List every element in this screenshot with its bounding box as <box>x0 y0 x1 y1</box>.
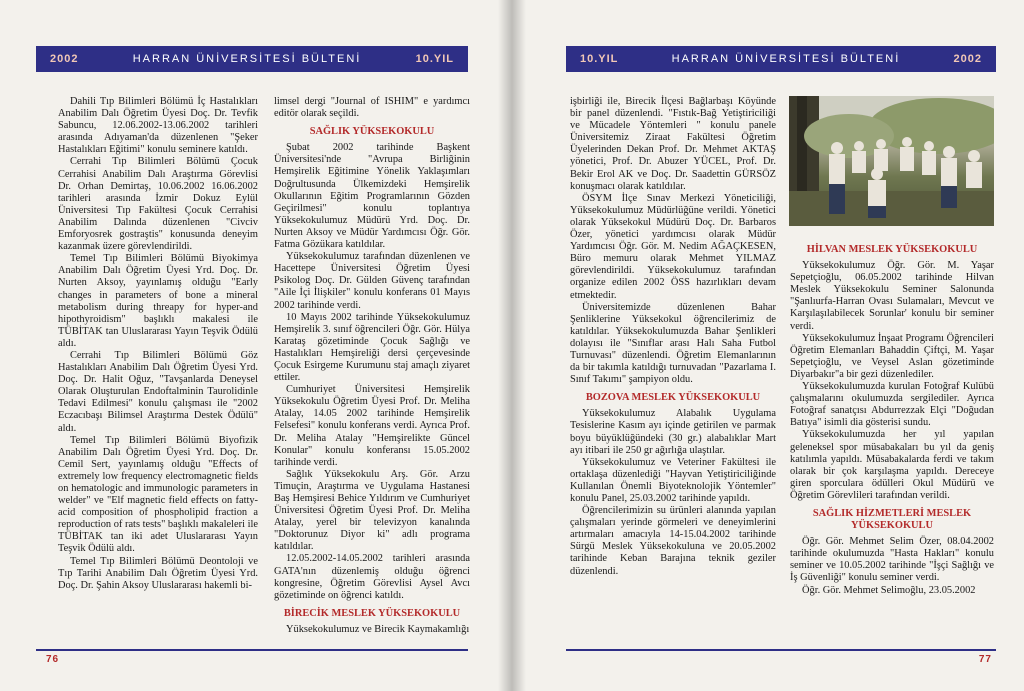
paragraph: Yüksekokulumuz ve Veteriner Fakültesi ile ortaklaşa düzenlediği "Hayvan Yetiştiriciliğinde Kullanılan Önemli Biyoteknolojik Yöntemler" konulu Panel, 25.03.2002 tarihinde yapıldı. <box>570 456 776 504</box>
paragraph: Temel Tıp Bilimleri Bölümü Deontoloji ve Tıp Tarihi Anabilim Dalı Öğretim Üyesi Yrd. Doç. Dr. Şahin Aksoy Uluslararası hakemli bi- <box>58 555 258 591</box>
left-page-header <box>36 46 468 72</box>
paragraph: Yüksekokulumuzda her yıl yapılan geleneksel spor müsabakaları bu yıl da geniş katılımla yapıldı. Müsabakalarda ferdi ve takım olarak bir çok karşılaşma yapıldı. Dereceye giren sporculara ödülleri Okul Müdürü ve Öğretim Görevlileri tarafından verildi. <box>790 429 994 501</box>
left-column-2 <box>274 96 470 636</box>
paragraph: Yüksekokulumuzda kurulan Fotoğraf Kulübü çalışmalarını okulumuzda sergilediler. Ayrıca Fotoğraf sanatçısı Abdurrezzak Elçi "Doğudan Batıya" isimli dia gösterisi sundu. <box>790 381 994 429</box>
paragraph: Sağlık Yüksekokulu Arş. Gör. Arzu Timuçin, Araştırma ve Uygulama Hastanesi Baş Hemşiresi Behice Yıldırım ve Cumhuriyet Üniversitesi Öğretim Üyesi Prof. Dr. Meliha Atalay, yerel bir televizyon kanalında "Doktorunuz Diyor ki" adlı programa katıldılar. <box>274 468 470 553</box>
paragraph: Cerrahi Tıp Bilimleri Bölümü Göz Hastalıkları Anabilim Dalı Öğretim Üyesi Yrd. Doç. Dr. Halit Oğuz, "Tavşanlarda Deneysel Olarak Oluşturulan Endoftalminin Taurolidinle Tedavi Edilmesi" konulu çalışması ile "2002 Eczacıbaşı Bilimsel Araştırma Destek Ödülü" aldı. <box>58 349 258 434</box>
page-number: 76 <box>46 654 60 665</box>
paragraph: Öğr. Gör. Mehmet Selimoğlu, 23.05.2002 <box>802 584 976 596</box>
paragraph: ÖSYM İlçe Sınav Merkezi Yöneticiliği, Yüksekokulumuz Müdürlüğüne verildi. Yönetici olarak Yüksekokul Müdürü Doç. Dr. Barbaros Özer, yönetici yardımcısı olarak Müdür Yardımcısı Öğr. Gör. M. Nedim AĞAÇKESEN, Büro memuru olarak Mehmet YILMAZ görevlendirildi. Yüksekokulumuz tarafından organize edilen 2002 ÖSS hazırlıkları devam etmektedir. <box>570 192 776 301</box>
section-heading-hilvan: HİLVAN MESLEK YÜKSEKOKULU <box>806 244 978 255</box>
header-year: 2002 <box>50 53 79 65</box>
paragraph: Temel Tıp Bilimleri Bölümü Biyofizik Anabilim Dalı Öğretim Üyesi Yrd. Doç. Dr. Cemil Sert, yayınlamış olduğu "Effects of extremely low frequency electromagnetic fields on hematologic and immunologic parameters in welder" ve "Elf magnetic field effects on fatty-acid composition of phospholipid fraction a reproduction of rats tests" başlıklı makaleleri ile TÜBİTAK tan iki adet Uluslararası Yayın Teşvik Ödülü aldı. <box>58 434 258 555</box>
spine-shadow-left <box>498 0 512 691</box>
paragraph: Cerrahi Tıp Bilimleri Bölümü Çocuk Cerrahisi Anabilim Dalı Araştırma Görevlisi Dr. Orhan Demirtaş, 10.06.2002 16.06.2002 tarihleri arasında İzmir Dokuz Eylül Üniversitesi Tıp Fakültesi Çocuk Cerrahisi Anabilim Dalında düzenlenen "Civciv Emforyosrek gostraştis" konusunda deneyim kazanmak üzere görevlendirildi. <box>58 156 258 253</box>
paragraph: Yüksekokulumuz tarafından düzenlenen ve Hacettepe Üniversitesi Öğretim Üyesi Psikolog Doç. Dr. Gülden Güvenç tarafından "Aile İçi İlişkiler" konulu konferans 01 Mayıs 2002 tarihinde verdi. <box>274 251 470 311</box>
paragraph: Cumhuriyet Üniversitesi Hemşirelik Yüksekokulu Öğretim Üyesi Prof. Dr. Meliha Atalay, 14.05 2002 tarihinde Hemşirelik Felsefesi" konulu konferans verdi. Ayrıca Prof. Dr. Meliha Atalay "Hemşirelikte Güncel Konular" konulu konferansı 15.05.2002 tarihinde verdi. <box>274 384 470 468</box>
paragraph: 10 Mayıs 2002 tarihinde Yüksekokulumuz Hemşirelik 3. sınıf öğrencileri Öğr. Gör. Hülya Karataş gözetiminde Çocuk Sağlığı ve Hastalıkları Hemşireliği dersi çerçevesinde Çocuk Esirgeme Kurumunu staj amaçlı ziyaret ettiler. <box>274 311 470 384</box>
paragraph: Şubat 2002 tarihinde Başkent Üniversitesi'nde "Avrupa Birliğinin Hemşirelik Eğitimine Yönelik Yaklaşımları Doğrultusunda Ülkemizdeki Hemşirelik Okullarının Eğitim Programlarının Gözden Geçirilmesi" konulu toplantıya Yüksekokulumuz Müdürü Yrd. Doç. Dr. Nurten Aksoy ve Müdür Yardımcısı Öğr. Gör. Fatma Gözükara katıldılar. <box>274 142 470 251</box>
paragraph: Yüksekokulumuz ve Birecik Kaymakamlığı <box>286 623 470 635</box>
header-title: HARRAN ÜNİVERSİTESİ BÜLTENİ <box>671 53 901 65</box>
spine-shadow-right <box>512 0 526 691</box>
paragraph: Temel Tıp Bilimleri Bölümü Biyokimya Anabilim Dalı Öğretim Üyesi Yrd. Doç. Dr. Nurten Aksoy, yayınlamış olduğu "Early changes in parameters of bone a mineral metabolism during threapy for hyper-and hipothyroidism" başlıklı makalesi ile TÜBİTAK tan Uluslararası Yayın Teşvik Ödülü aldı. <box>58 253 258 349</box>
header-year: 2002 <box>953 53 982 65</box>
right-page-header <box>566 46 996 72</box>
section-heading-saglik: SAĞLIK YÜKSEKOKULU <box>309 126 435 138</box>
right-column-1 <box>570 96 776 578</box>
section-heading-birecik: BİRECİK MESLEK YÜKSEKOKULU <box>283 607 461 619</box>
group-photo <box>789 96 994 226</box>
header-anniversary: 10.YIL <box>415 53 454 65</box>
left-column-1 <box>58 96 258 592</box>
paragraph: Yüksekokulumuz İnşaat Programı Öğrencileri Öğretim Elemanları Bahaddin Çiftçi, M. Yaşar Sepetçioğlu, ve Veysel Aslan gözetiminde Diyarbakır"a bir gezi düzenlediler. <box>790 332 994 380</box>
section-heading-bozova: BOZOVA MESLEK YÜKSEKOKULU <box>585 392 761 404</box>
paragraph: Öğr. Gör. Mehmet Selim Özer, 08.04.2002 tarihinde okulumuzda "Hasta Hakları" konulu seminer ve 10.05.2002 tarihinde "İşçi Sağlığı ve İş Güvenliği" konulu seminer verdi. <box>790 536 994 584</box>
paragraph: işbirliği ile, Birecik İlçesi Bağlarbaşı Köyünde bir panel düzenlendi. "Fıstık-Bağ Yetiştiriciliği ve Mücadele Yöntemleri " konulu panele Üniversitemiz Ziraat Fakültesi Öğretim Üyelerinden Dekan Prof. Dr. Mehmet AKTAŞ yönetici, Prof. Dr. Abuzer YÜCEL, Prof. Dr. Bekir Erol AK ve Doç. Dr. Saadettin GÜRSÖZ konuşmacı olarak katıldılar. <box>570 96 776 192</box>
paragraph: 12.05.2002-14.05.2002 tarihleri arasında GATA'nın düzenlemiş olduğu öğrenci kongresine, Öğretim Görevlisi Aysel Avcı gözetiminde on öğrenci katıldı. <box>274 553 470 601</box>
paragraph: limsel dergi "Journal of ISHIM" e yardımcı editör olarak seçildi. <box>274 96 470 120</box>
right-column-2 <box>790 238 994 597</box>
page-number: 77 <box>978 654 992 665</box>
paragraph: Yüksekokulumuz Alabalık Uygulama Tesislerine Kasım ayı içinde getirilen ve parmak boyu büyüklüğündeki (30 gr.) alabalıklar Mart ayı itibari ile 250 gr ağırlığa ulaştılar. <box>570 408 776 456</box>
paragraph: Üniversitemizde düzenlenen Bahar Şenliklerine Yüksekokul öğrencilerimiz de katıldılar. Yüksekokulumuzda Bahar Şenlikleri dolayısı ile "Sınıflar arası Halı Saha Futbol Turnuvası" düzenlendi. Öğretim Elemanlarının da bir takımla katıldığı turnuvadan "Pazarlama I. Sınıf Takımı" şampiyon oldu. <box>570 301 776 386</box>
paragraph: Dahili Tıp Bilimleri Bölümü İç Hastalıkları Anabilim Dalı Öğretim Üyesi Doç. Dr. Tevfik Sabuncu, 12.06.2002-13.06.2002 tarihleri arasında Adıyaman'da düzenlenen "Şeker Hastalıkları Eğitimi" konulu seminere katıldı. <box>58 96 258 156</box>
paragraph: Öğrencilerimizin su ürünleri alanında yapılan çalışmaları yerinde görmeleri ve deneyimlerini artırmaları amacıyla 14-15.04.2002 tarihinde Sürgü Meslek Yüksekokuluna ve 20.05.2002 tarihinde Keban Barajına teknik geziler düzenlendi. <box>570 505 776 577</box>
section-heading-saglik-hizmetleri: SAĞLIK HİZMETLERİ MESLEK YÜKSEKOKULU <box>812 507 972 532</box>
footer-rule <box>566 649 996 651</box>
paragraph: Yüksekokulumuz Öğr. Gör. M. Yaşar Sepetçioğlu, 06.05.2002 tarihinde Hilvan Meslek Yüksekokulu Seminer Salonunda "Şanlıurfa-Harran Ovası Sulamaları, Mevcut ve Karşılaşılabilecek Sorunlar' konulu bir seminer verdi. <box>790 260 994 332</box>
right-page <box>512 0 1024 691</box>
footer-rule <box>36 649 468 651</box>
header-title: HARRAN ÜNİVERSİTESİ BÜLTENİ <box>132 53 362 65</box>
header-anniversary: 10.YIL <box>580 53 619 65</box>
